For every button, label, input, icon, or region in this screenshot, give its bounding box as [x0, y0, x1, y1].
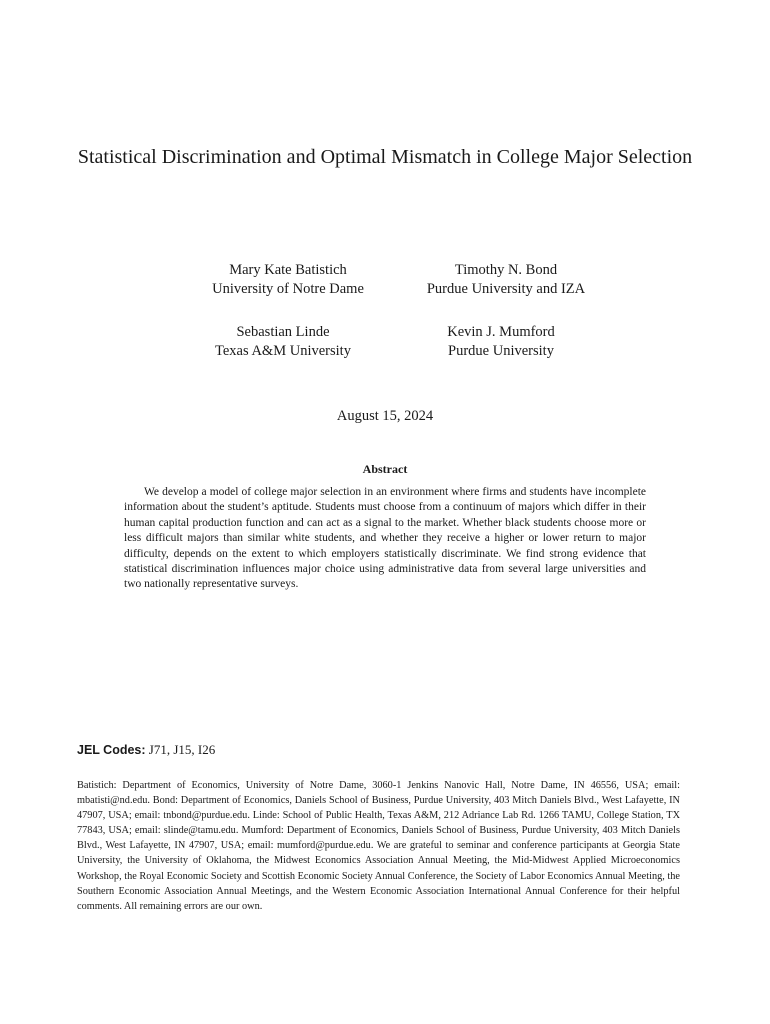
author-name: Sebastian Linde [236, 324, 330, 340]
author-affiliation: Texas A&M University [215, 343, 351, 359]
paper-date: August 15, 2024 [336, 408, 434, 424]
author-name: Kevin J. Mumford [447, 324, 555, 340]
author-footnote: Batistich: Department of Economics, University of Notre Dame, 3060-1 Jenkins Nanovic Hall, Notre Dame, IN 46556, USA; email: mbatisti@nd.edu. Bond: Department of Economics, Daniels School of Business, Purdue University, 403 Mitch Daniels Blvd., West Lafayette, IN 47907, USA; email: tnbond@purdue.edu. Linde: School of Public Health, Texas A&M, 212 Adriance Lab Rd. 1266 TAMU, College Station, TX 77843, USA; email: slinde@tamu.edu. Mumford: Department of Economics, Daniels School of Business, Purdue University, 403 Mitch Daniels Blvd., West Lafayette, IN 47907, USA; email: mumford@purdue.edu. We are grateful to seminar and conference participants at Georgia State University, the University of Oklahoma, the Midwest Economics Association Annual Meeting, the Mid-Midwest Applied Microeconomics Workshop, the Royal Economic Society and Scottish Economic Society Annual Conference, the Society of Labor Economics Annual Meeting, the Southern Economic Association Annual Meetings, and the Western Economic Association International Annual Conference for their helpful comments. All remaining errors are our own. [77, 780, 680, 912]
jel-label: JEL Codes: [77, 743, 146, 757]
author-block-mumford [371, 323, 631, 361]
jel-values: J71, J15, I26 [148, 742, 216, 757]
author-affiliation: Purdue University and IZA [426, 281, 586, 297]
abstract-heading: Abstract [362, 462, 408, 476]
paper-title: Statistical Discrimination and Optimal Mismatch in College Major Selection [77, 146, 693, 168]
abstract-text: We develop a model of college major selection in an environment where firms and students have incomplete information about the student’s aptitude. Students must choose from a continuum of majors which differ in their human capital production function and can act as a signal to the market. Whether black students choose more or less difficult majors than similar white students, and whether they receive a higher or lower return to major difficulty, depends on the extent to which employers statistically discriminate. We find strong evidence that statistical discrimination influences major choice using administrative data from several large universities and two nationally representative surveys. [124, 486, 646, 591]
author-block-bond [376, 261, 636, 299]
jel-codes [77, 742, 215, 758]
author-name: Mary Kate Batistich [229, 262, 347, 278]
author-affiliation: Purdue University [448, 343, 554, 359]
author-name: Timothy N. Bond [454, 262, 558, 278]
author-affiliation: University of Notre Dame [212, 281, 364, 297]
